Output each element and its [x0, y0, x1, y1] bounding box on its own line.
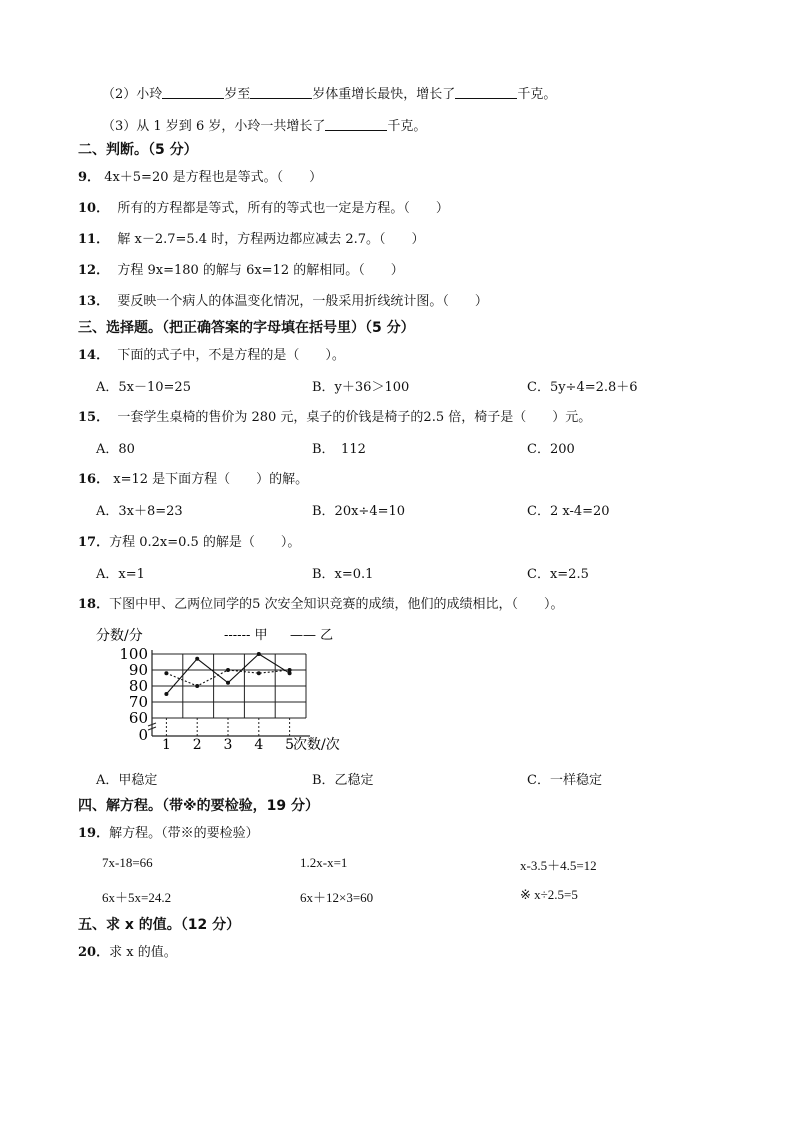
question-text: 要反映一个病人的体温变化情况，一般采用折线统计图。（ ） [117, 294, 488, 309]
q7-sub3-text-a: （3）从 1 岁到 6 岁，小玲一共增长了 [102, 119, 326, 134]
choice-question [78, 531, 300, 550]
data-point-yi [257, 652, 261, 656]
option-b[interactable]: B．y＋36＞100 [312, 380, 410, 395]
judge-item [78, 228, 425, 247]
judge-item [78, 197, 449, 216]
option-a[interactable]: A．甲稳定 [96, 773, 158, 788]
option-c[interactable]: C．2 x-4=20 [527, 504, 610, 519]
y-tick-label: 90 [128, 661, 148, 679]
question-text: 求 x 的值。 [109, 945, 177, 960]
equation-item: x-3.5＋4.5=12 [520, 858, 597, 873]
data-point-jia [164, 671, 168, 675]
q7-sub2 [102, 83, 556, 102]
q19-prompt [78, 822, 259, 841]
data-point-jia [226, 668, 230, 672]
option-b[interactable]: B．20x÷4=10 [312, 504, 406, 519]
question-text: x=12 是下面方程（ ）的解。 [113, 472, 309, 487]
question-number: 15． [78, 410, 110, 425]
choice-question [78, 468, 308, 487]
q20-prompt [78, 941, 177, 960]
question-text: 一套学生桌椅的售价为 280 元，桌子的价钱是椅子的2.5 倍，椅子是（ ）元。 [117, 410, 592, 425]
x-tick-label: 1 [161, 737, 171, 753]
section-2-title: 二、判断。（5 分） [78, 142, 198, 158]
question-text: 下面的式子中，不是方程的是（ ）。 [117, 348, 345, 363]
question-number: 14． [78, 348, 110, 363]
section-4-title: 四、解方程。（带※的要检验，19 分） [78, 798, 319, 814]
question-number: 18． [78, 597, 110, 612]
score-line-chart [90, 618, 360, 758]
question-text: 解 x－2.7=5.4 时，方程两边都应减去 2.7。（ ） [117, 232, 425, 247]
q7-sub2-text-c: 岁体重增长最快，增长了 [312, 87, 456, 102]
equation-item: 6x＋12×3=60 [300, 890, 374, 905]
data-point-yi [226, 681, 230, 685]
equation-item: ※ x÷2.5=5 [520, 887, 578, 902]
series-line-yi [166, 654, 289, 694]
equation-item: 7x-18=66 [102, 855, 153, 870]
equation-item: 6x＋5x=24.2 [102, 890, 172, 905]
answer-blank[interactable] [325, 118, 387, 131]
question-number: 13． [78, 294, 110, 309]
y-tick-label: 0 [138, 726, 148, 744]
y-tick-label: 80 [128, 677, 148, 695]
q7-sub3 [102, 115, 426, 134]
equation-item: 1.2x-x=1 [300, 855, 348, 870]
option-c[interactable]: C．一样稳定 [527, 773, 602, 788]
chart-xlabel: 次数/次 [293, 737, 340, 753]
data-point-yi [288, 671, 292, 675]
question-text: 下图中甲、乙两位同学的5 次安全知识竞赛的成绩，他们的成绩相比，（ ）。 [109, 597, 564, 612]
chart-legend-yi: —— 乙 [290, 628, 334, 643]
chart-legend-jia: ------ 甲 [224, 628, 268, 643]
y-tick-label: 60 [128, 709, 148, 727]
q7-sub3-text-b: 千克。 [387, 119, 427, 134]
option-a[interactable]: A．x=1 [96, 567, 145, 582]
choice-question [78, 344, 345, 363]
question-number: 17． [78, 535, 110, 550]
answer-blank[interactable] [250, 86, 312, 99]
option-b[interactable]: B．乙稳定 [312, 773, 374, 788]
option-b[interactable]: B．x=0.1 [312, 567, 374, 582]
answer-blank[interactable] [162, 86, 224, 99]
y-tick-label: 70 [128, 693, 148, 711]
question-number: 20． [78, 945, 110, 960]
question-text: 解方程。（带※的要检验） [109, 826, 259, 841]
choice-question [78, 593, 564, 612]
data-point-jia [195, 684, 199, 688]
option-c[interactable]: C．x=2.5 [527, 567, 589, 582]
y-tick-label: 100 [119, 645, 148, 663]
option-b[interactable]: B． 112 [312, 442, 366, 457]
question-text: 方程 0.2x=0.5 的解是（ ）。 [109, 535, 301, 550]
chart-ylabel: 分数/分 [96, 628, 143, 644]
data-point-jia [257, 671, 261, 675]
option-c[interactable]: C．5y÷4=2.8＋6 [527, 380, 638, 395]
q7-sub2-text-b: 岁至 [224, 87, 251, 102]
question-text: 方程 9x=180 的解与 6x=12 的解相同。（ ） [117, 263, 404, 278]
option-a[interactable]: A．5x－10=25 [96, 380, 191, 395]
x-tick-label: 2 [192, 737, 202, 753]
answer-blank[interactable] [455, 86, 517, 99]
option-a[interactable]: A．80 [96, 442, 135, 457]
question-number: 12． [78, 263, 110, 278]
judge-item [78, 290, 488, 309]
x-tick-label: 3 [223, 737, 233, 753]
question-text: 所有的方程都是等式，所有的等式也一定是方程。（ ） [117, 201, 449, 216]
judge-item [78, 259, 404, 278]
question-number: 11． [78, 232, 110, 247]
x-tick-label: 4 [254, 737, 264, 753]
question-number: 19． [78, 826, 110, 841]
question-number: 16． [78, 472, 110, 487]
question-text: 4x＋5=20 是方程也是等式。（ ） [104, 170, 323, 185]
judge-item [78, 166, 322, 185]
question-number: 10． [78, 201, 110, 216]
section-3-title: 三、选择题。（把正确答案的字母填在括号里）（5 分） [78, 320, 415, 336]
option-a[interactable]: A．3x＋8=23 [96, 504, 183, 519]
q7-sub2-text-d: 千克。 [517, 87, 557, 102]
data-point-yi [195, 657, 199, 661]
x-tick-label: 5 [285, 737, 295, 753]
choice-question [78, 406, 591, 425]
section-5-title: 五、求 x 的值。（12 分） [78, 917, 241, 933]
option-c[interactable]: C．200 [527, 442, 575, 457]
question-number: 9． [78, 170, 101, 185]
q7-sub2-text-a: （2）小玲 [102, 87, 163, 102]
data-point-yi [164, 692, 168, 696]
